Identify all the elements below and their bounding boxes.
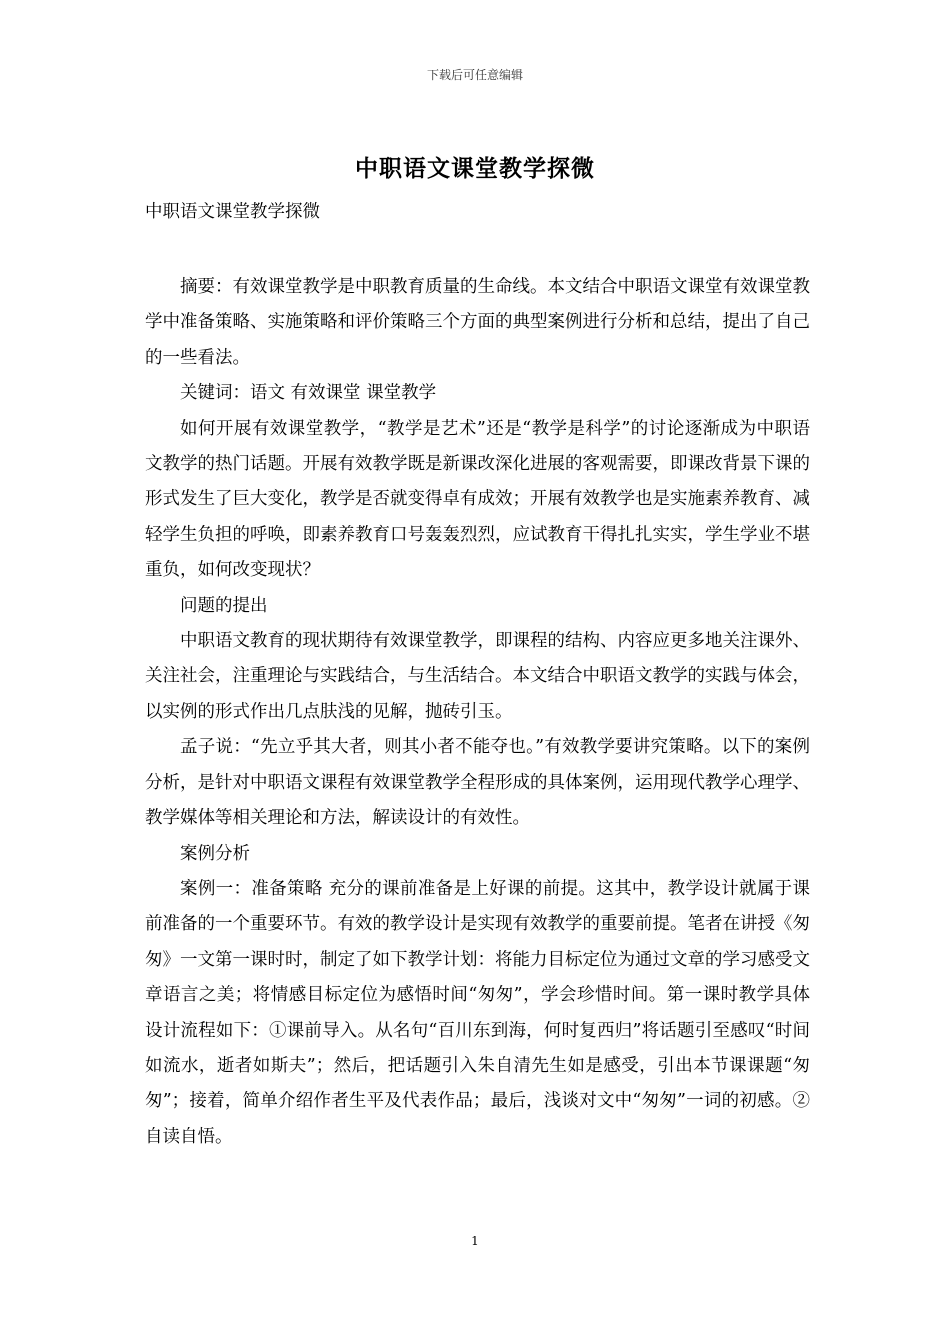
section-heading-case: 案例分析 (180, 843, 250, 864)
mencius-paragraph: 孟子说：“先立乎其大者，则其小者不能夺也。”有效教学要讲究策略。以下的案例分析，是针对中职语文课程有效课堂教学全程形成的具体案例，运用现代教学心理学、教学媒体等相关理论和方法，解读设计的有效性。 (145, 737, 810, 829)
page-header: 下载后可任意编辑 (426, 68, 523, 82)
case-one-paragraph: 案例一：准备策略 充分的课前准备是上好课的前提。这其中，教学设计就属于课前准备的一个重要环节。有效的教学设计是实现有效教学的重要前提。笔者在讲授《匆匆》一文第一课时时，制定了如下教学计划：将能力目标定位为通过文章的学习感受文章语言之美；将情感目标定位为感悟时间“匆匆”，学会珍惜时间。第一课时教学具体设计流程如下：①课前导入。从名句“百川东到海，何时复西归”将话题引至感叹“时间如流水，逝者如斯夫”；然后，把话题引入朱自清先生如是感受，引出本节课课题“匆匆”；接着，简单介绍作者生平及代表作品；最后，浅谈对文中“匆匆”一词的初感。②自读自悟。 (145, 878, 810, 1147)
document-title: 中职语文课堂教学探微 (355, 156, 595, 182)
section-heading-problem: 问题的提出 (180, 595, 268, 616)
problem-paragraph: 中职语文教育的现状期待有效课堂教学，即课程的结构、内容应更多地关注课外、关注社会，注重理论与实践结合，与生活结合。本文结合中职语文教学的实践与体会，以实例的形式作出几点肤浅的见解，抛砖引玉。 (145, 631, 810, 722)
abstract-paragraph: 摘要：有效课堂教学是中职教育质量的生命线。本文结合中职语文课堂有效课堂教学中准备策略、实施策略和评价策略三个方面的典型案例进行分析和总结，提出了自己的一些看法。 (145, 277, 810, 368)
page-number: 1 (471, 1234, 479, 1248)
document-body (145, 270, 810, 1155)
intro-paragraph: 如何开展有效课堂教学，“教学是艺术”还是“教学是科学”的讨论逐渐成为中职语文教学的热门话题。开展有效教学既是新课改深化进展的客观需要，即课改背景下课的形式发生了巨大变化，教学是否就变得卓有成效；开展有效教学也是实施素养教育、减轻学生负担的呼唤，即素养教育口号轰轰烈烈，应试教育干得扎扎实实，学生学业不堪重负，如何改变现状？ (145, 418, 810, 581)
keywords-paragraph: 关键词：语文 有效课堂 课堂教学 (180, 383, 437, 404)
document-subtitle: 中职语文课堂教学探微 (145, 202, 320, 222)
